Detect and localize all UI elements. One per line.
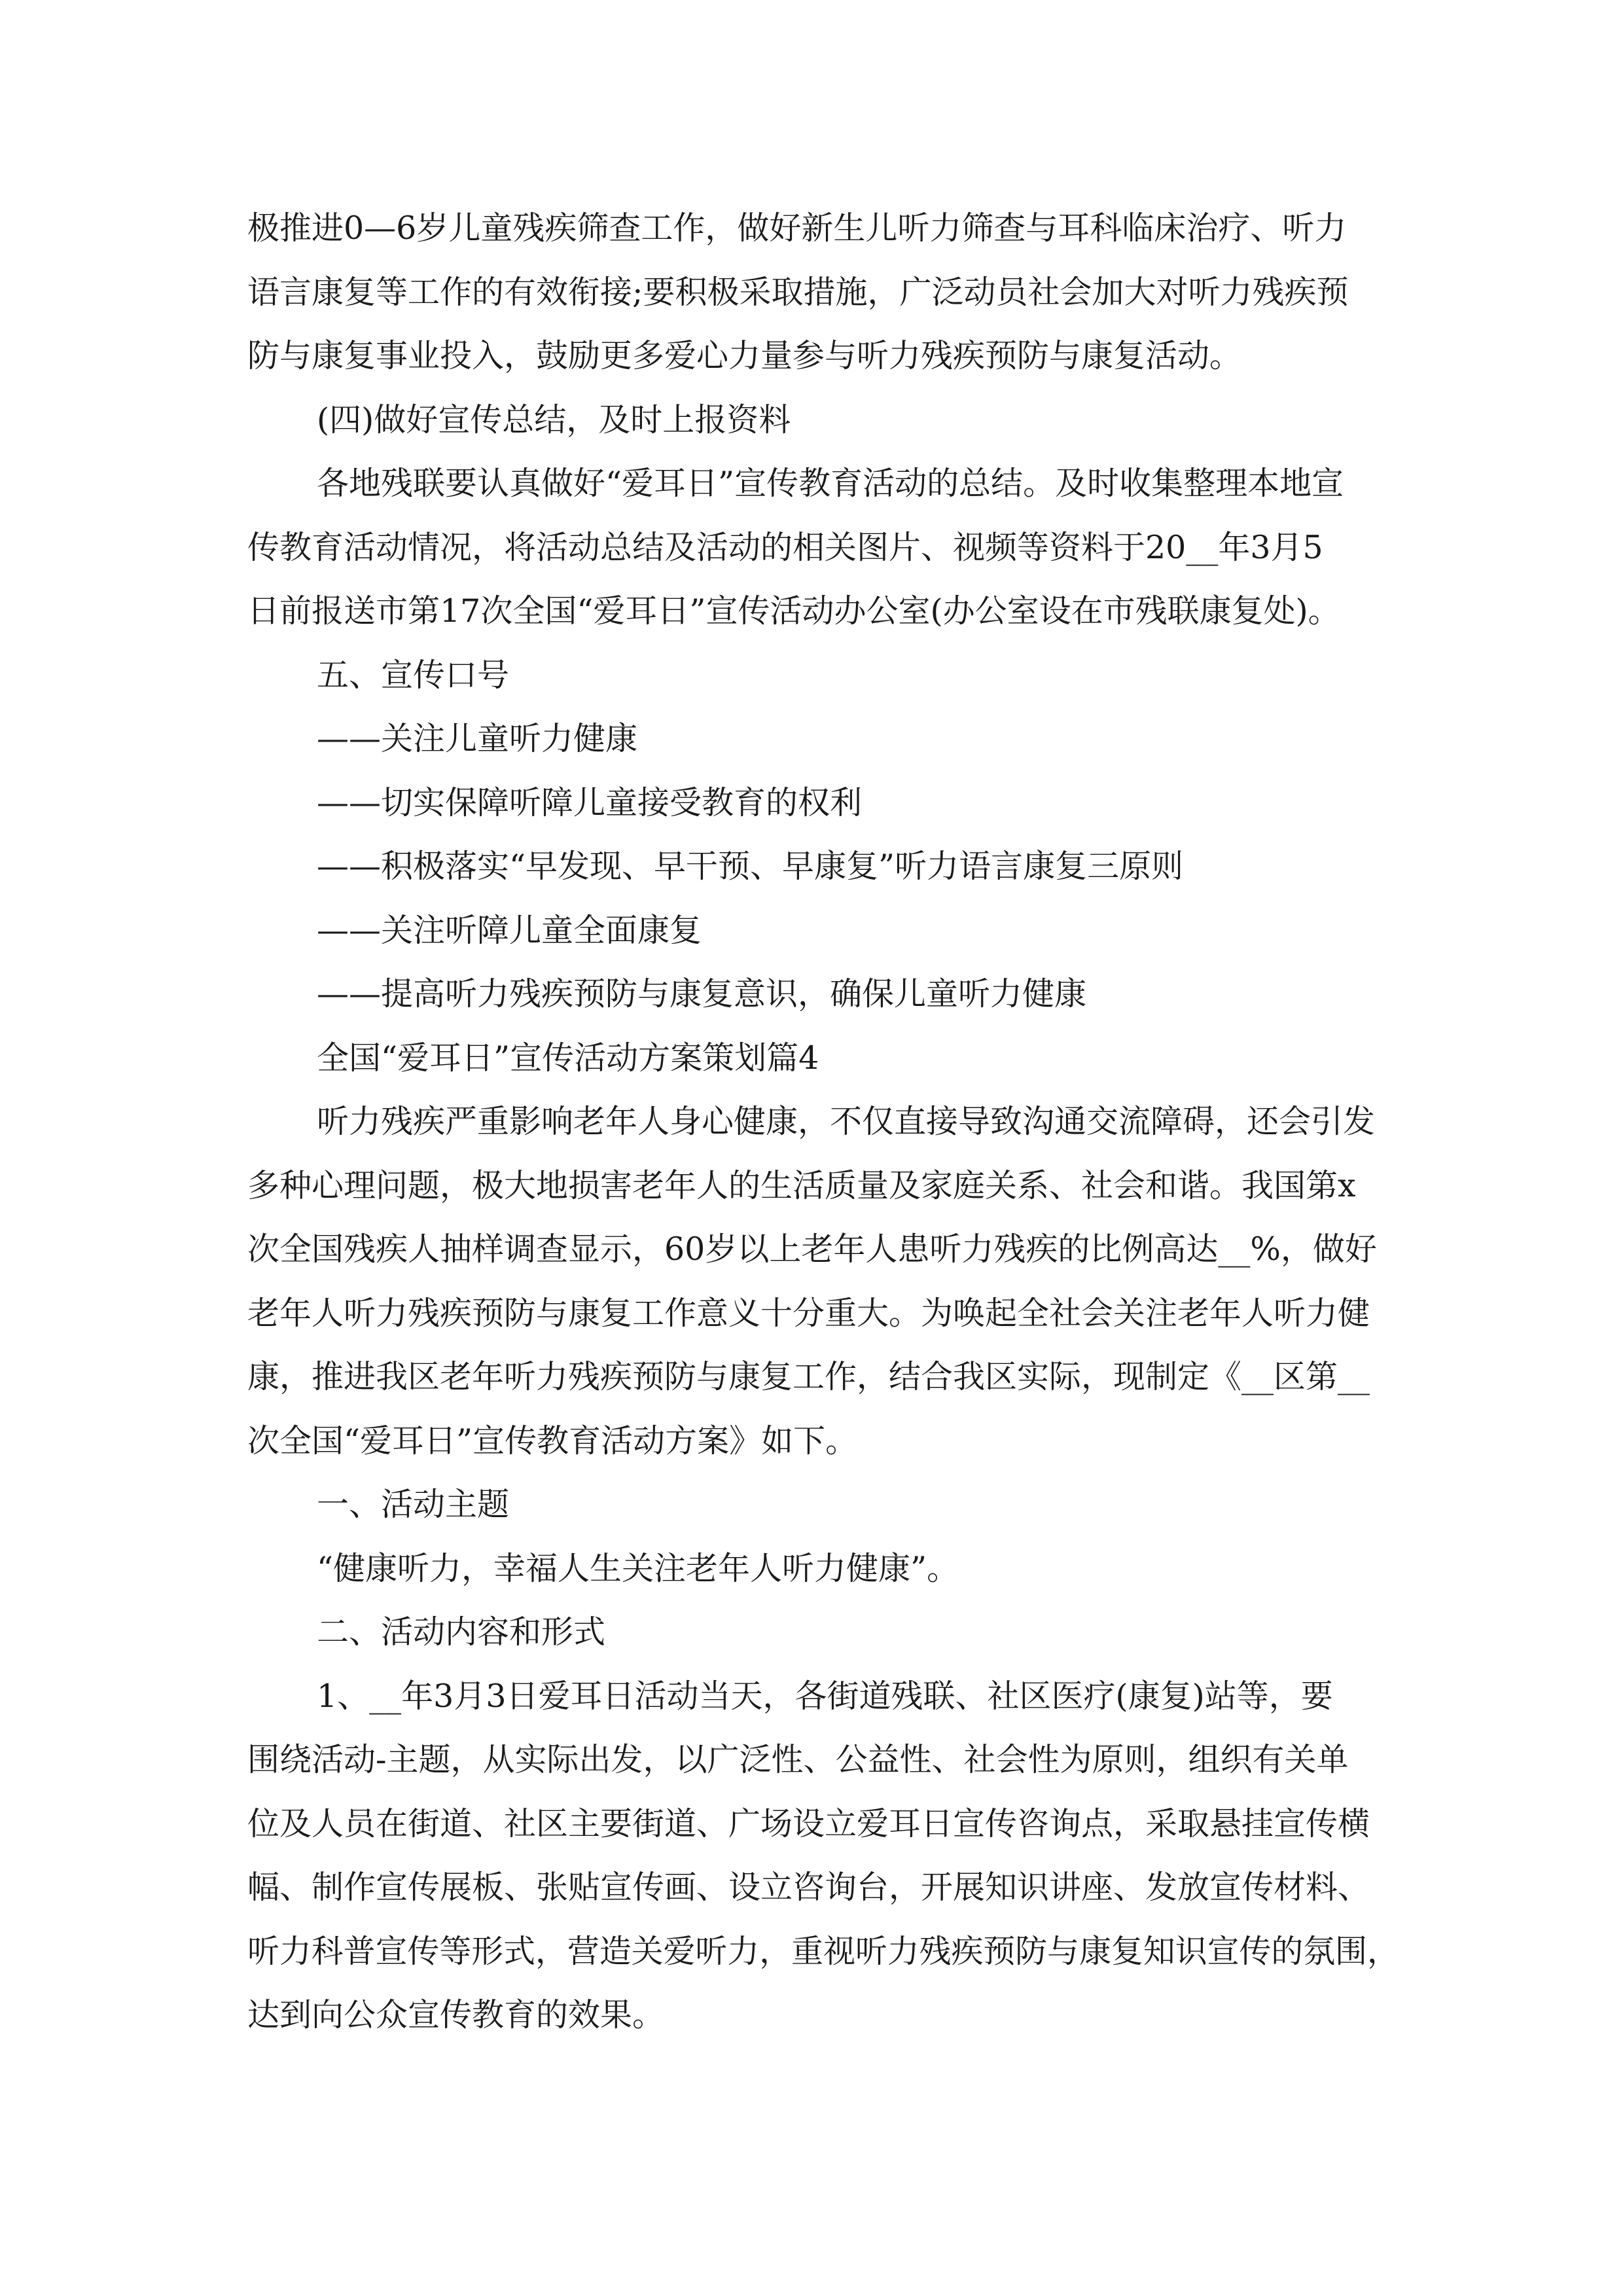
text-line: 位及人员在街道、社区主要街道、广场设立爱耳日宣传咨询点，采取悬挂宣传横 <box>247 1804 1370 1842</box>
text-line: ——关注听障儿童全面康复 <box>317 911 702 949</box>
text-line: 次全国“爱耳日”宣传教育活动方案》如下。 <box>247 1422 858 1460</box>
text-line: 二、活动内容和形式 <box>317 1613 606 1651</box>
text-line: 日前报送市第17次全国“爱耳日”宣传活动办公室(办公室设在市残联康复处)。 <box>247 592 1340 630</box>
text-line: ——切实保障听障儿童接受教育的权利 <box>317 783 863 821</box>
text-line: 语言康复等工作的有效衔接;要积极采取措施，广泛动员社会加大对听力残疾预 <box>247 273 1349 311</box>
text-line: ——关注儿童听力健康 <box>317 720 638 757</box>
text-line: 幅、制作宣传展板、张贴宣传画、设立咨询台，开展知识讲座、发放宣传材料、 <box>247 1869 1370 1906</box>
text-line: 老年人听力残疾预防与康复工作意义十分重大。为唤起全社会关注老年人听力健 <box>247 1294 1370 1332</box>
document-body <box>247 196 1399 2047</box>
text-line: ——提高听力残疾预防与康复意识，确保儿童听力健康 <box>317 975 1087 1013</box>
text-line: 围绕活动-主题，从实际出发，以广泛性、公益性、社会性为原则，组织有关单 <box>247 1741 1349 1778</box>
text-line: 极推进0—6岁儿童残疾筛查工作，做好新生儿听力筛查与耳科临床治疗、听力 <box>247 209 1347 247</box>
text-line: 听力科普宣传等形式，营造关爱听力，重视听力残疾预防与康复知识宣传的氛围， <box>247 1932 1399 1970</box>
text-line: 听力残疾严重影响老年人身心健康，不仅直接导致沟通交流障碍，还会引发 <box>317 1103 1376 1140</box>
text-line: 全国“爱耳日”宣传活动方案策划篇4 <box>317 1039 819 1077</box>
text-line: 传教育活动情况，将活动总结及活动的相关图片、视频等资料于20__年3月5 <box>247 528 1323 566</box>
text-line: 防与康复事业投入，鼓励更多爱心力量参与听力残疾预防与康复活动。 <box>247 337 1242 374</box>
text-line: ——积极落实“早发现、早干预、早康复”听力语言康复三原则 <box>317 848 1184 885</box>
text-line: “健康听力，幸福人生关注老年人听力健康”。 <box>317 1549 959 1587</box>
text-line: 五、宣传口号 <box>317 656 510 694</box>
text-line: 康，推进我区老年听力残疾预防与康复工作，结合我区实际，现制定《__区第__ <box>247 1358 1370 1395</box>
text-line: 达到向公众宣传教育的效果。 <box>247 1996 665 2034</box>
text-line: 次全国残疾人抽样调查显示，60岁以上老年人患听力残疾的比例高达__%，做好 <box>247 1230 1377 1268</box>
text-line: (四)做好宣传总结，及时上报资料 <box>317 401 791 439</box>
text-line: 一、活动主题 <box>317 1486 510 1523</box>
text-line: 多种心理问题，极大地损害老年人的生活质量及家庭关系、社会和谐。我国第x <box>247 1166 1356 1204</box>
text-line: 各地残联要认真做好“爱耳日”宣传教育活动的总结。及时收集整理本地宣 <box>317 465 1344 502</box>
text-line: 1、__年3月3日爱耳日活动当天，各街道残联、社区医疗(康复)站等，要 <box>317 1677 1333 1715</box>
